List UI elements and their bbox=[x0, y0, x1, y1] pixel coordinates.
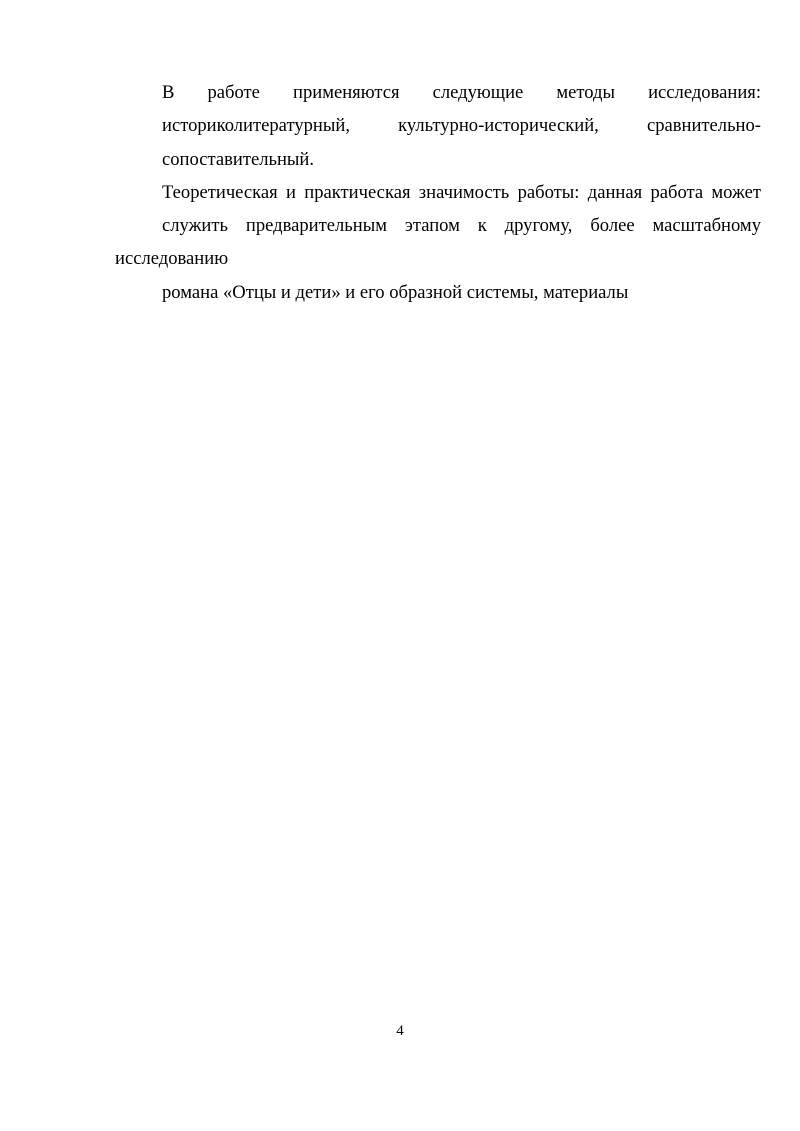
page-body bbox=[115, 76, 761, 309]
paragraph-line: историколитературный, культурно-исторический, сравнительно- bbox=[162, 115, 761, 137]
paragraph-methods bbox=[115, 76, 761, 176]
paragraph-significance bbox=[115, 176, 761, 309]
paragraph-line: В работе применяются следующие методы исследования: bbox=[162, 82, 761, 103]
paragraph-line: Теоретическая и практическая значимость работы: данная работа может bbox=[162, 181, 761, 203]
paragraph-line: романа «Отцы и дети» и его образной системы, материалы bbox=[162, 281, 629, 303]
paragraph-line: сопоставительный. bbox=[162, 148, 315, 170]
paragraph-line: служить предварительным этапом к другому, более масштабному исследованию bbox=[115, 215, 761, 270]
page-number: 4 bbox=[396, 1023, 404, 1039]
